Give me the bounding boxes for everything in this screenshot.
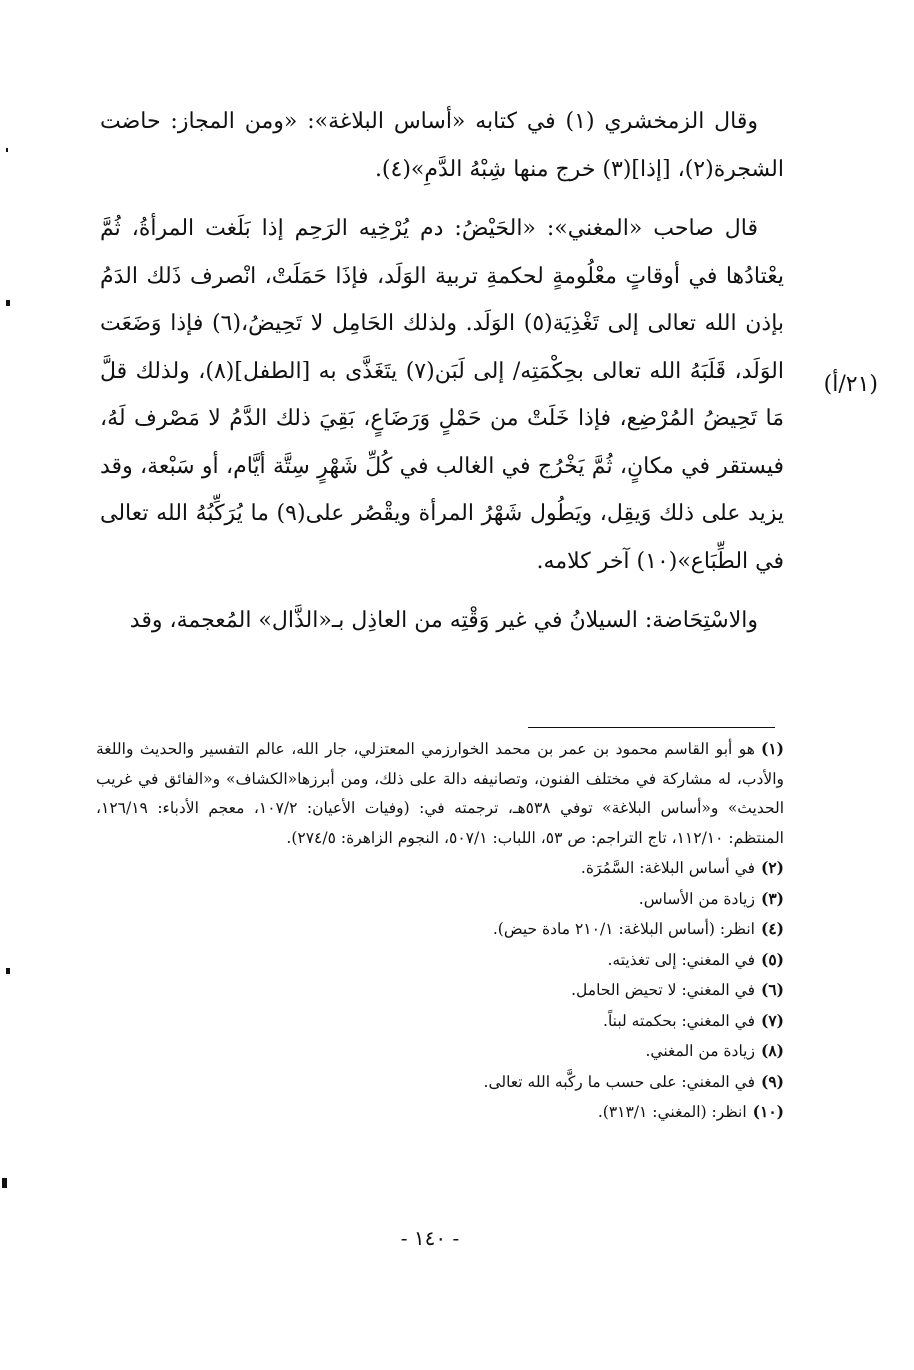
footnote-text: في المغني: إلى تغذيته. [607, 950, 755, 969]
footnote-9 [96, 1067, 784, 1098]
footnote-2 [96, 853, 784, 884]
footnote-number: (٩) [760, 1071, 784, 1091]
page-number: - ١٤٠ - [400, 1226, 460, 1250]
main-text [100, 98, 784, 645]
footnote-text: انظر: (أساس البلاغة: ٢١٠/١ مادة حيض). [492, 920, 755, 938]
scan-edge-mark [6, 148, 8, 152]
footnote-3 [96, 884, 784, 915]
footnote-number: (٣) [760, 888, 784, 908]
footnote-1 [96, 734, 784, 853]
footnote-7 [96, 1006, 784, 1037]
scan-edge-mark [6, 300, 10, 306]
scan-edge-mark [6, 968, 10, 974]
footnote-10 [96, 1097, 784, 1128]
footnote-number: (١٠) [752, 1102, 784, 1121]
footnote-number: (٨) [760, 1041, 784, 1060]
footnotes [96, 734, 784, 1128]
paragraph-istihada: والاسْتِحَاضة: السيلانُ في غير وَقْتِه من العاذِل بـ«الذَّال» المُعجمة، وقد [129, 608, 758, 633]
footnote-text: في المغني: على حسب ما ركَّبه الله تعالى. [483, 1072, 755, 1091]
footnote-8 [96, 1036, 784, 1067]
footnote-number: (٥) [760, 949, 784, 969]
manuscript-folio-reference: (٢١/أ) [823, 372, 878, 397]
footnote-number: (٤) [760, 919, 784, 938]
footnote-text: زيادة من الأساس. [638, 889, 755, 908]
scan-edge-mark [2, 1178, 7, 1188]
footnote-text: زيادة من المغني. [645, 1042, 755, 1060]
footnote-text: في المغني: لا تحيض الحامل. [571, 981, 755, 999]
footnote-separator [528, 727, 775, 728]
paragraph-mughni-quote: قال صاحب «المغني»: «الحَيْضُ: دم يُرْخِيه الرَحِم إذا بَلَغت المرأةُ، ثُمَّ يعْتادُها في أوقاتٍ معْلُومةٍ لحكمةِ تربية الوَلَد، فإذَا حَمَلَتْ، انْصرف ذَلك الدَمُ بإذن الله تعالى إلى تَغْذِيَة(٥) الوَلَد. ولذلك الحَامِل لا تَحِيضُ،(٦) فإذا وَضَعَت الوَلَد، قَلَبَهُ الله تعالى بحِكْمَتِه/ إلى لَبَن(٧) يتَغَذَّى به [الطفل](٨)، ولذلك قلَّ مَا تَحِيضُ المُرْضِع، فإذا خَلَتْ من حَمْلٍ وَرَضَاعٍ، بَقِيَ ذلك الدَّمُ لا مَصْرف لَهُ، فيستقر في مكانٍ، ثُمَّ يَخْرُج في الغالب في كُلِّ شَهْرٍ سِتَّة أيَّام، أو سَبْعة، وقد يزيد على ذلك وَيقِل، ويَطُول شَهْرُ المرأة ويقْصُر على(٩) ما يُرَكِّبُهُ الله تعالى في الطِّبَاع»(١٠) آخر كلامه. [100, 216, 785, 574]
footnote-text: هو أبو القاسم محمود بن عمر بن محمد الخوارزمي المعتزلي، جار الله، عالم التفسير والحديث واللغة والأدب، له مشاركة في مختلف الفنون، وتصانيفه دالة على ذلك، ومن أبرزها«الكشاف» و«الفائق في غريب الحديث» و«أساس البلاغة» توفي ٥٣٨هـ، ترجمته في: (وفيات الأعيان: ١٠٧/٢، معجم الأدباء: ١٢٦/١٩، المنتظم: ١١٢/١٠، تاج التراجم: ص ٥٣، اللباب: ٥٠٧/١، النجوم الزاهرة: ٢٧٤/٥). [96, 740, 785, 847]
footnote-6 [96, 975, 784, 1006]
footnote-text: في أساس البلاغة: السَّمُرَة. [580, 859, 755, 877]
footnote-number: (١) [760, 739, 784, 758]
footnote-text: في المغني: بحكمته لبناً. [603, 1011, 755, 1030]
footnote-number: (٧) [760, 1010, 784, 1030]
footnote-number: (٢) [760, 858, 784, 877]
footnote-5 [96, 945, 784, 976]
paragraph-zamakhshari: وقال الزمخشري (١) في كتابه «أساس البلاغة»: «ومن المجاز: حاضت الشجرة(٢)، [إذا](٣) خرج منها شِبْهُ الدَّمِ»(٤). [100, 109, 784, 182]
footnote-text: انظر: (المغني: ٣١٣/١). [597, 1103, 747, 1121]
footnote-number: (٦) [760, 980, 784, 999]
footnote-4 [96, 914, 784, 945]
